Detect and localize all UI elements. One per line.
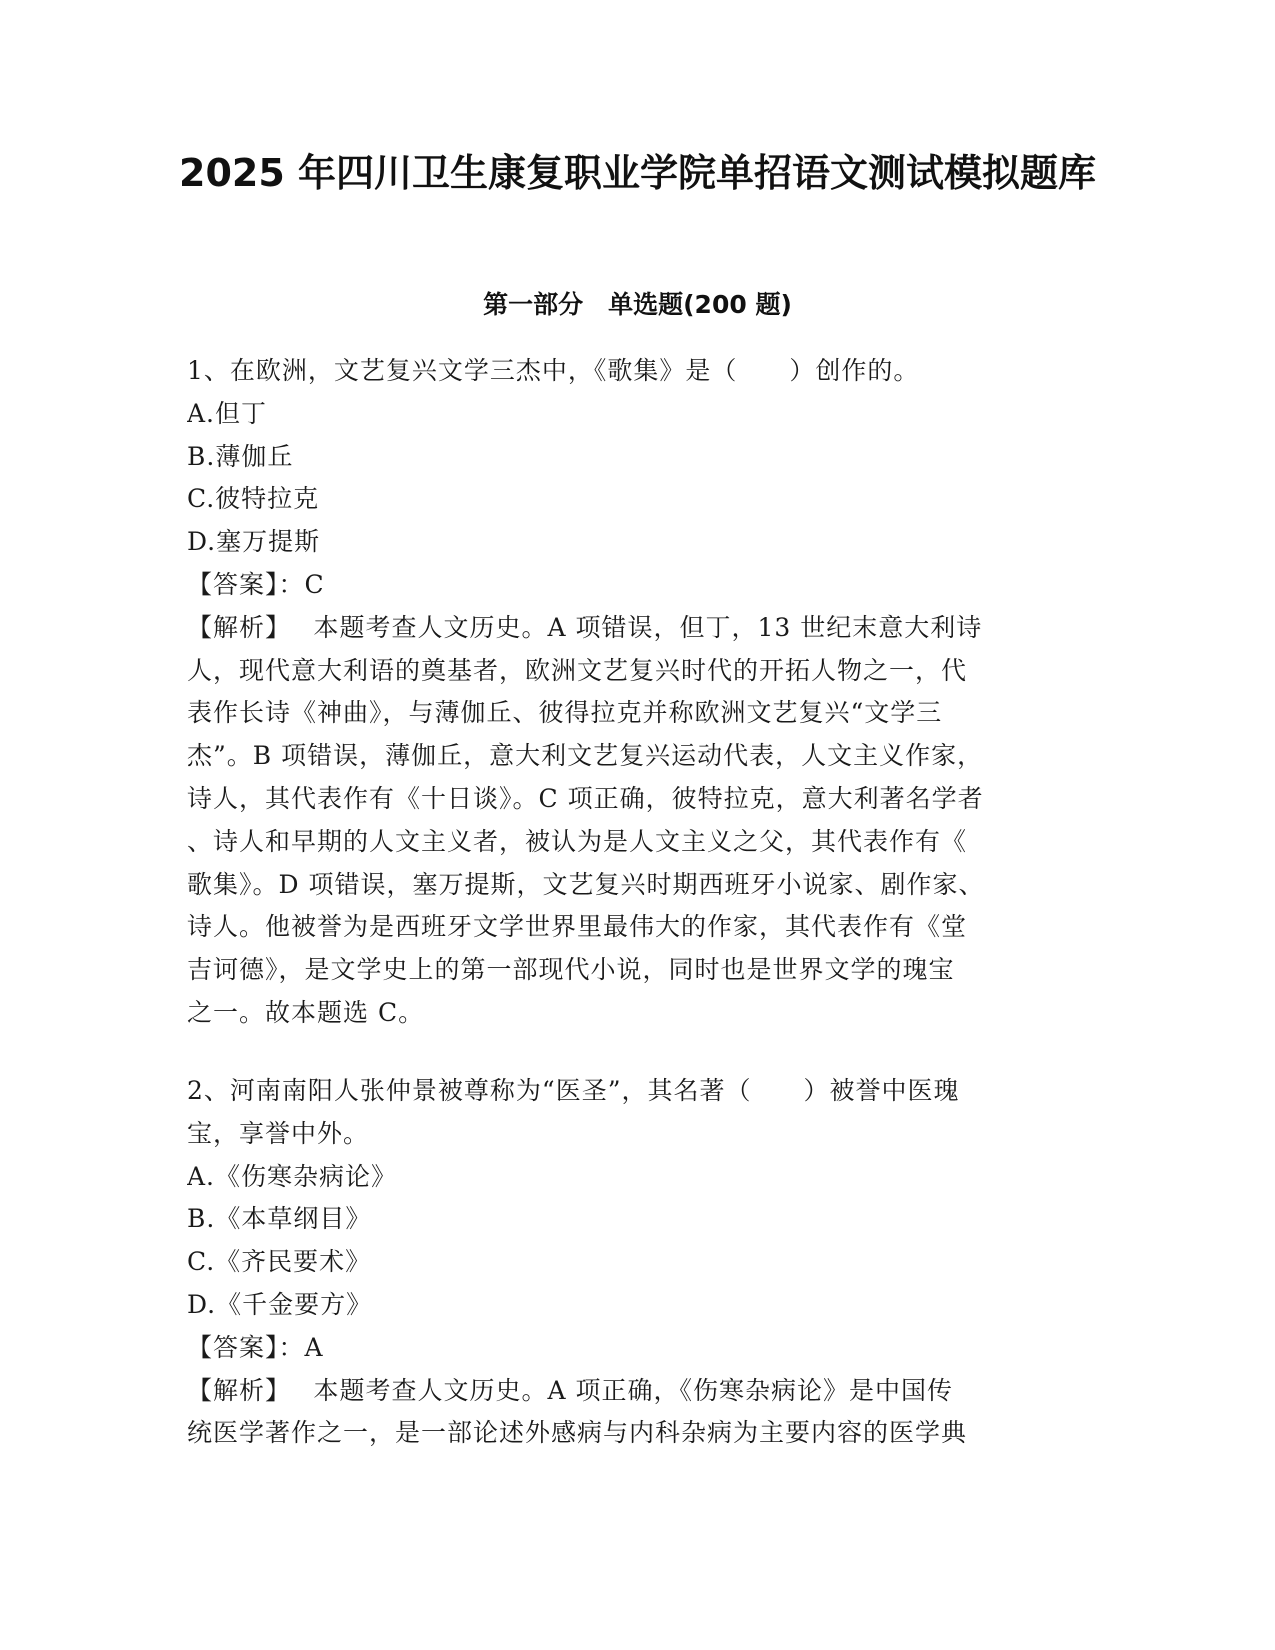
question-stem: 1、在欧洲，文艺复兴文学三杰中，《歌集》是（ ）创作的。 xyxy=(187,356,920,385)
analysis-line: 统医学著作之一，是一部论述外感病与内科杂病为主要内容的医学典 xyxy=(187,1418,968,1448)
answer: 【答案】：C xyxy=(187,569,325,599)
option-c: C.彼特拉克 xyxy=(187,484,320,514)
analysis-line: 之一。故本题选 C。 xyxy=(187,997,425,1027)
analysis-line: 【解析】 本题考查人文历史。A 项错误，但丁，13 世纪末意大利诗 xyxy=(187,612,983,642)
question-stem: 宝，享誉中外。 xyxy=(187,1118,370,1148)
analysis-line: 、诗人和早期的人文主义者，被认为是人文主义之父，其代表作有《 xyxy=(187,826,968,856)
option-a: A.《伤寒杂病论》 xyxy=(187,1161,398,1191)
option-c: C.《齐民要术》 xyxy=(187,1247,372,1277)
analysis-line: 诗人。他被誉为是西班牙文学世界里最伟大的作家，其代表作有《堂 xyxy=(187,912,968,942)
section-heading: 第一部分 单选题(200 题) xyxy=(483,290,792,319)
analysis-line: 【解析】 本题考查人文历史。A 项正确，《伤寒杂病论》是中国传 xyxy=(187,1375,953,1405)
option-d: D.《千金要方》 xyxy=(187,1289,373,1319)
question-1 xyxy=(187,350,1092,1035)
analysis-line: 表作长诗《神曲》，与薄伽丘、彼得拉克并称欧洲文艺复兴“文学三 xyxy=(187,698,943,728)
document-title: 2025 年四川卫生康复职业学院单招语文测试模拟题库 xyxy=(179,151,1096,195)
analysis-line: 人，现代意大利语的奠基者，欧洲文艺复兴时代的开拓人物之一，代 xyxy=(187,655,968,685)
option-b: B.薄伽丘 xyxy=(187,441,294,471)
option-d: D.塞万提斯 xyxy=(187,527,321,557)
option-a: A.但丁 xyxy=(187,398,268,428)
question-stem: 2、河南南阳人张仲景被尊称为“医圣”，其名著（ ）被誉中医瑰 xyxy=(187,1076,960,1105)
option-b: B.《本草纲目》 xyxy=(187,1204,372,1234)
analysis-line: 诗人，其代表作有《十日谈》。C 项正确，彼特拉克，意大利著名学者 xyxy=(187,783,984,813)
analysis-line: 吉诃德》，是文学史上的第一部现代小说，同时也是世界文学的瑰宝 xyxy=(187,955,955,985)
question-2 xyxy=(187,1070,1092,1455)
answer: 【答案】：A xyxy=(187,1332,324,1362)
analysis-line: 歌集》。D 项错误，塞万提斯，文艺复兴时期西班牙小说家、剧作家、 xyxy=(187,869,985,899)
analysis-line: 杰”。B 项错误，薄伽丘，意大利文艺复兴运动代表，人文主义作家， xyxy=(187,741,984,771)
